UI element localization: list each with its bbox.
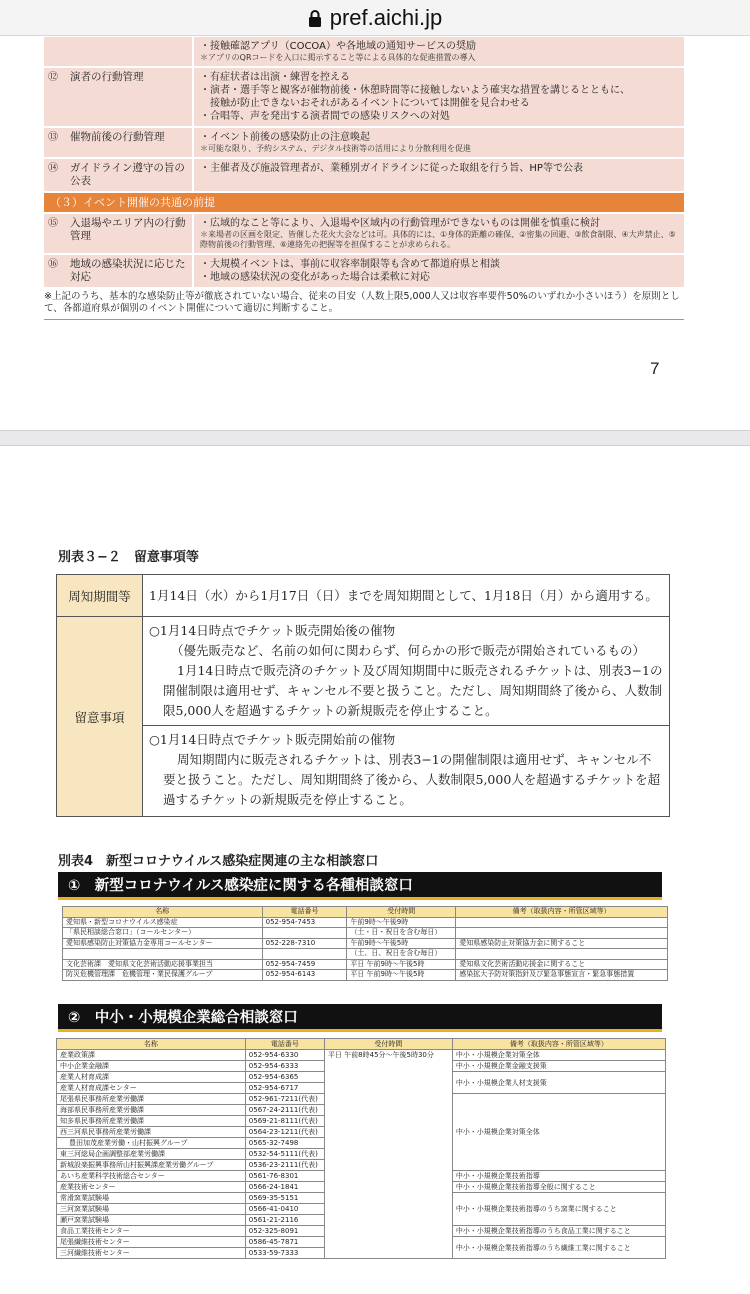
measure-number bbox=[44, 37, 66, 66]
notes-header: 留意事項 bbox=[57, 617, 143, 816]
pdf-page-7 bbox=[0, 37, 750, 430]
column-header: 名称 bbox=[63, 907, 263, 918]
measure-row bbox=[44, 68, 684, 128]
table-row bbox=[63, 959, 668, 970]
office-tel: 0566-41-0410 bbox=[245, 1204, 324, 1215]
measure-row bbox=[44, 128, 684, 159]
table-cell: 平日 午前9時〜午後5時 bbox=[347, 970, 456, 981]
table-cell: 午前9時〜午後9時 bbox=[347, 917, 456, 928]
office-note: 中小・小規模企業技術指導のうち繊維工業に関すること bbox=[452, 1237, 665, 1259]
notes-table bbox=[56, 574, 670, 817]
band-covid-contacts: ① 新型コロナウイルス感染症に関する各種相談窓口 bbox=[58, 872, 662, 900]
column-header: 受付時間 bbox=[324, 1039, 452, 1050]
measure-note: ＊アプリのQRコードを入口に掲示すること等による具体的な促進措置の導入 bbox=[200, 53, 476, 62]
office-tel: 0566-24-1841 bbox=[245, 1182, 324, 1193]
table-cell bbox=[456, 949, 668, 960]
office-tel: 0567-24-2111(代表) bbox=[245, 1105, 324, 1116]
office-name: 豊田加茂産業労働・山村振興グループ bbox=[57, 1138, 246, 1149]
office-tel: 052-325-8091 bbox=[245, 1226, 324, 1237]
office-name: 産業政策課 bbox=[57, 1050, 246, 1061]
table-row bbox=[63, 917, 668, 928]
office-tel: 052-954-6330 bbox=[245, 1050, 324, 1061]
office-note: 中小・小規模企業技術指導全般に関すること bbox=[452, 1182, 665, 1193]
column-header: 名称 bbox=[57, 1039, 246, 1050]
measure-line: ・地域の感染状況の変化があった場合は柔軟に対応 bbox=[200, 272, 430, 283]
measure-number: ⑮ bbox=[48, 218, 58, 229]
office-tel: 0561-76-8301 bbox=[245, 1171, 324, 1182]
office-name: 三河繊維技術センター bbox=[57, 1248, 246, 1259]
measure-label: 入退場やエリア内の行動管理 bbox=[66, 214, 194, 253]
office-tel: 052-954-6717 bbox=[245, 1083, 324, 1094]
page-separator bbox=[0, 430, 750, 446]
office-name: 産業人材育成課センター bbox=[57, 1083, 246, 1094]
table-cell: 愛知県感染防止対策協力金専用コールセンター bbox=[63, 938, 263, 949]
table-cell: 052-954-7453 bbox=[262, 917, 347, 928]
case-a-paren: （優先販売など、名前の如何に関わらず、何らかの形で販売が開始されているもの） bbox=[171, 643, 646, 658]
table-cell: 愛知県感染防止対策協力金に関すること bbox=[456, 938, 668, 949]
sme-contacts-table bbox=[56, 1038, 666, 1259]
table-row bbox=[63, 949, 668, 960]
pdf-page-8 bbox=[0, 446, 750, 1294]
table-cell: （土、日、祝日を含む毎日） bbox=[347, 949, 456, 960]
table-cell bbox=[456, 917, 668, 928]
measure-line: 接触が防止できないおそれがあるイベントについては開催を見合わせる bbox=[200, 98, 530, 109]
measure-body bbox=[194, 128, 684, 157]
measure-row bbox=[44, 255, 684, 289]
table-cell: 052-228-7310 bbox=[262, 938, 347, 949]
measure-line: ・演者・選手等と観客が催物前後・休憩時間等に接触しないよう確実な措置を講じるとともに、 bbox=[200, 85, 630, 96]
office-name: あいち産業科学技術総合センター bbox=[57, 1171, 246, 1182]
table-row bbox=[63, 970, 668, 981]
measure-line: ・有症状者は出演・練習を控える bbox=[200, 72, 350, 83]
covid-contacts-table bbox=[62, 906, 668, 981]
office-tel: 0569-21-8111(代表) bbox=[245, 1116, 324, 1127]
office-hours: 平日 午前8時45分〜午後5時30分 bbox=[324, 1050, 452, 1259]
measure-line: ・イベント前後の感染防止の注意喚起 bbox=[200, 132, 370, 143]
office-name: 中小企業金融課 bbox=[57, 1061, 246, 1072]
table-cell bbox=[262, 928, 347, 939]
office-note: 中小・小規模企業技術指導 bbox=[452, 1171, 665, 1182]
measure-line: ・広域的なこと等により、入退場や区域内の行動管理ができないものは開催を慎重に検討 bbox=[200, 218, 600, 229]
measure-body bbox=[194, 37, 684, 66]
office-name: 瀬戸窯業試験場 bbox=[57, 1215, 246, 1226]
table-cell: 052-954-7459 bbox=[262, 959, 347, 970]
office-tel: 0533-59-7333 bbox=[245, 1248, 324, 1259]
measure-body bbox=[194, 68, 684, 126]
column-header: 受付時間 bbox=[347, 907, 456, 918]
measure-line: ・大規模イベントは、事前に収容率制限等も含めて都道府県と相談 bbox=[200, 259, 500, 270]
office-tel: 052-954-6365 bbox=[245, 1072, 324, 1083]
office-name: 食品工業技術センター bbox=[57, 1226, 246, 1237]
notice-period-cell: 1月14日（水）から1月17日（日）までを周知期間として、1月18日（月）から適用する。 bbox=[149, 587, 658, 603]
office-name: 東三河総局企画調整部産業労働課 bbox=[57, 1149, 246, 1160]
measure-row bbox=[44, 214, 684, 255]
office-note: 中小・小規模企業対策全体 bbox=[452, 1050, 665, 1061]
page-number: 7 bbox=[650, 359, 660, 378]
table-row bbox=[57, 1050, 666, 1061]
measure-body bbox=[194, 159, 684, 191]
case-a-heading: ○1月14日時点でチケット販売開始後の催物 bbox=[149, 623, 396, 638]
measure-label: 地域の感染状況に応じた対応 bbox=[66, 255, 194, 287]
table-cell: 愛知県・新型コロナウイルス感染症 bbox=[63, 917, 263, 928]
office-note: 中小・小規模企業金融支援策 bbox=[452, 1061, 665, 1072]
table-cell: 文化芸術課 愛知県文化芸術活動応援事業担当 bbox=[63, 959, 263, 970]
office-tel: 0561-21-2116 bbox=[245, 1215, 324, 1226]
table-cell bbox=[63, 949, 263, 960]
table-cell: 052-954-6143 bbox=[262, 970, 347, 981]
office-name: 産業技術センター bbox=[57, 1182, 246, 1193]
measure-label: 催物前後の行動管理 bbox=[66, 128, 194, 157]
office-note: 中小・小規模企業技術指導のうち窯業に関すること bbox=[452, 1193, 665, 1226]
case-b-body: 周知期間内に販売されるチケットは、別表3−1の開催制限は適用せず、キャンセル不要と扱うこと。ただし、周知期間終了後から、人数制限5,000人を超過するチケットを超過するチケットの新規販売を停止すること。 bbox=[163, 752, 661, 807]
measure-label bbox=[66, 37, 194, 66]
table-cell: 平日 午前9時〜午後5時 bbox=[347, 959, 456, 970]
office-tel: 0569-35-5151 bbox=[245, 1193, 324, 1204]
table-cell: 午前9時〜午後5時 bbox=[347, 938, 456, 949]
table-cell: （土・日・祝日を含む毎日） bbox=[347, 928, 456, 939]
notice-period-header: 周知期間等 bbox=[57, 575, 143, 616]
office-note: 中小・小規模企業技術指導のうち食品工業に関すること bbox=[452, 1226, 665, 1237]
case-a-body: 1月14日時点で販売済のチケット及び周知期間中に販売されるチケットは、別表3−1の開催制限は適用せず、キャンセル不要と扱うこと。ただし、周知期間終了後から、人数制限5,000人を超過するチケットの新規販売を停止すること。 bbox=[163, 663, 663, 718]
table-4-title: 別表4 新型コロナウイルス感染症関連の主な相談窓口 bbox=[58, 854, 379, 869]
column-header: 電話番号 bbox=[245, 1039, 324, 1050]
office-note: 中小・小規模企業人材支援策 bbox=[452, 1072, 665, 1094]
table-row bbox=[63, 928, 668, 939]
office-name: 海部県民事務所産業労働課 bbox=[57, 1105, 246, 1116]
measure-line: ・合唱等、声を発出する演者間での感染リスクへの対処 bbox=[200, 111, 450, 122]
office-tel: 052-961-7211(代表) bbox=[245, 1094, 324, 1105]
measure-line: ・接触確認アプリ（COCOA）や各地域の通知サービスの奨励 bbox=[200, 41, 476, 52]
table-cell: 感染拡大予防対策指針及び緊急事態宣言・緊急事態措置 bbox=[456, 970, 668, 981]
table-3-2-title: 別表３−２ 留意事項等 bbox=[58, 550, 199, 565]
table-cell: 「県民相談総合窓口」（コールセンター） bbox=[63, 928, 263, 939]
office-name: 知多県民事務所産業労働課 bbox=[57, 1116, 246, 1127]
url-domain: pref.aichi.jp bbox=[329, 4, 443, 30]
measure-line: ・主催者及び施設管理者が、業種別ガイドラインに従った取組を行う旨、HP等で公表 bbox=[200, 163, 583, 174]
measure-number: ⑯ bbox=[48, 259, 58, 270]
measure-label: ガイドライン遵守の旨の公表 bbox=[66, 159, 194, 191]
measure-row bbox=[44, 159, 684, 193]
measure-number: ⑬ bbox=[48, 132, 58, 143]
table-cell: 愛知県文化芸術活動応援金に関すること bbox=[456, 959, 668, 970]
office-name: 尾張繊維技術センター bbox=[57, 1237, 246, 1248]
measure-body bbox=[194, 214, 684, 253]
case-b-heading: ○1月14日時点でチケット販売開始前の催物 bbox=[149, 732, 396, 747]
column-header: 備考（取扱内容・所管区域等） bbox=[456, 907, 668, 918]
office-name: 西三河県民事務所産業労働課 bbox=[57, 1127, 246, 1138]
office-tel: 0564-23-1211(代表) bbox=[245, 1127, 324, 1138]
measure-note: ＊来場者の区画を限定、皆催した花火大会などは可。具体的には、①身体的距離の確保、②密集の回避、③飲食制限、④大声禁止、⑤際物前後の行動管理、⑥連絡先の把握等を担保することが求められる。 bbox=[200, 230, 676, 249]
table-cell bbox=[262, 949, 347, 960]
office-tel: 0586-45-7871 bbox=[245, 1237, 324, 1248]
office-tel: 0532-54-5111(代表) bbox=[245, 1149, 324, 1160]
measure-number: ⑫ bbox=[48, 72, 58, 83]
measure-label: 演者の行動管理 bbox=[66, 68, 194, 126]
table-cell bbox=[456, 928, 668, 939]
measure-body bbox=[194, 255, 684, 287]
office-name: 三河窯業試験場 bbox=[57, 1204, 246, 1215]
office-name: 新城設楽振興事務所山村振興課産業労働グループ bbox=[57, 1160, 246, 1171]
band-sme-contacts: ② 中小・小規模企業総合相談窓口 bbox=[58, 1004, 662, 1032]
measure-note: ＊可能な限り、予約システム、デジタル技術等の活用により分散利用を促進 bbox=[200, 144, 471, 153]
office-name: 尾張県民事務所産業労働課 bbox=[57, 1094, 246, 1105]
footnote: ※上記のうち、基本的な感染防止等が徹底されていない場合、従来の目安（人数上限5,000人又は収容率要件50%のいずれか小さいほう）を原則として、各都道府県が個別のイベント開催について適切に判断すること。 bbox=[44, 289, 684, 320]
office-name: 産業人材育成課 bbox=[57, 1072, 246, 1083]
office-tel: 052-954-6333 bbox=[245, 1061, 324, 1072]
office-note: 中小・小規模企業対策全体 bbox=[452, 1094, 665, 1171]
address-bar[interactable] bbox=[0, 0, 750, 36]
measure-row bbox=[44, 37, 684, 68]
column-header: 備考（取扱内容・所管区域等） bbox=[452, 1039, 665, 1050]
office-tel: 0565-32-7498 bbox=[245, 1138, 324, 1149]
column-header: 電話番号 bbox=[262, 907, 347, 918]
office-name: 常滑窯業試験場 bbox=[57, 1193, 246, 1204]
table-cell: 防災危機管理課 危機管理・業民保護グループ bbox=[63, 970, 263, 981]
table-row bbox=[63, 938, 668, 949]
section-header: （３）イベント開催の共通の前提 bbox=[44, 193, 684, 214]
office-tel: 0536-23-2111(代表) bbox=[245, 1160, 324, 1171]
measure-number: ⑭ bbox=[48, 163, 58, 174]
lock-icon bbox=[308, 9, 322, 27]
measures-table bbox=[44, 37, 684, 320]
